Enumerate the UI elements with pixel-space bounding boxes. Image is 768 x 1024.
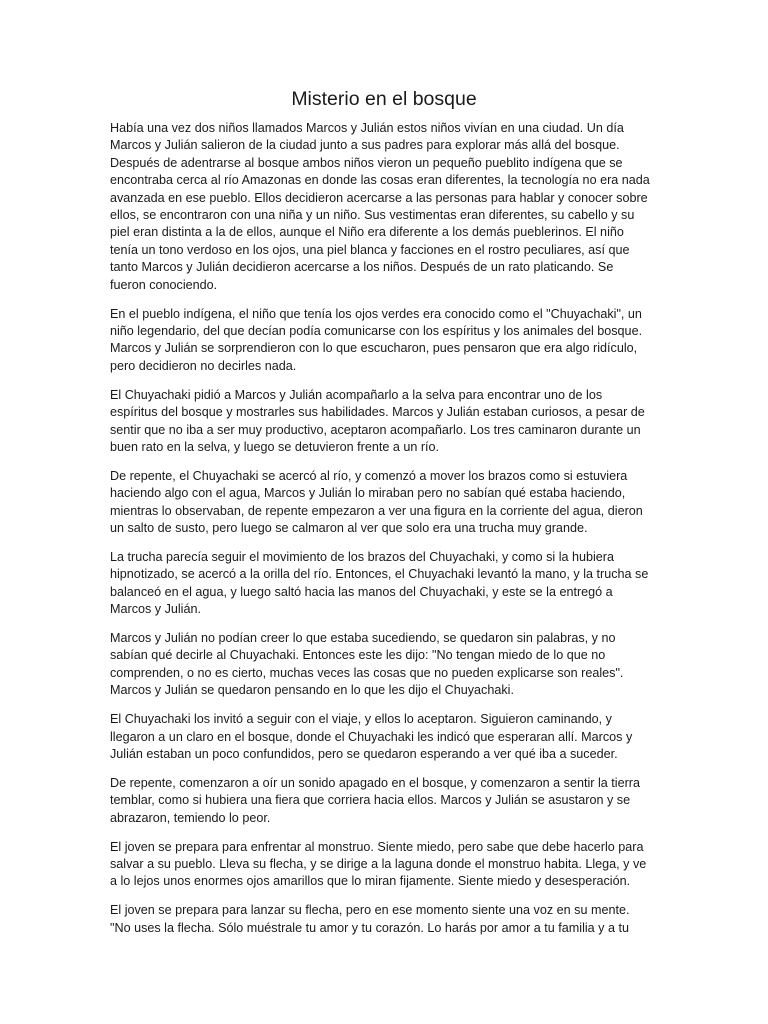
text-line: Julián estaban un poco confundidos, pero se quedaron esperando a ver qué iba a suceder. xyxy=(110,747,618,761)
text-line: El joven se prepara para lanzar su flecha, pero en ese momento siente una voz en su mente. xyxy=(110,903,630,918)
text-line: haciendo algo con el agua, Marcos y Julián lo miraban pero no sabían qué estaba haciendo, xyxy=(110,486,626,501)
text-line: "No uses la flecha. Sólo muéstrale tu amor y tu corazón. Lo harás por amor a tu familia y a tu xyxy=(110,920,629,935)
paragraph xyxy=(110,839,662,891)
text-line: sabían qué decirle al Chuyachaki. Entonces este les dijo: "No tengan miedo de lo que no xyxy=(110,648,606,663)
document-body xyxy=(110,120,662,949)
paragraph xyxy=(110,775,662,827)
paragraph xyxy=(110,120,662,294)
text-line: Marcos y Julián se sorprendieron con lo que escucharon, pues pensaron que era algo ridículo, xyxy=(110,341,638,356)
text-line: Marcos y Julián se quedaron pensando en lo que les dijo el Chuyachaki. xyxy=(110,683,514,698)
text-line: tanto Marcos y Julián decidieron acercarse a los niños. Después de un rato platicando. Se xyxy=(110,260,614,275)
text-line: salvar a su pueblo. Lleva su flecha, y se dirige a la laguna donde el monstruo habita. Llega, y ve xyxy=(110,857,647,872)
text-line: Marcos y Julián salieron de la ciudad junto a sus padres para explorar más allá del bosque. xyxy=(110,138,620,153)
text-line: El Chuyachaki pidió a Marcos y Julián acompañarlo a la selva para encontrar uno de los xyxy=(110,387,603,402)
text-line: Después de adentrarse al bosque ambos niños vieron un pequeño pueblito indígena que se xyxy=(110,155,623,170)
text-line: La trucha parecía seguir el movimiento de los brazos del Chuyachaki, y como si la hubiera xyxy=(110,549,615,564)
text-line: niño legendario, del que decían podía comunicarse con los espíritus y los animales del bosque. xyxy=(110,323,643,338)
text-line: Había una vez dos niños llamados Marcos y Julián estos niños vivían en una ciudad. Un día xyxy=(110,121,624,135)
text-line: temblar, como si hubiera una fiera que corriera hacia ellos. Marcos y Julián se asustaron y se xyxy=(110,793,631,808)
text-line: El Chuyachaki los invitó a seguir con el viaje, y ellos lo aceptaron. Siguieron caminando, y xyxy=(110,712,612,727)
text-line: un salto de susto, pero luego se calmaron al ver que solo era una trucha muy grande. xyxy=(110,521,588,536)
paragraph xyxy=(110,902,662,937)
paragraph xyxy=(110,711,662,763)
text-line: El joven se prepara para enfrentar al monstruo. Siente miedo, pero sabe que debe hacerlo para xyxy=(110,839,644,854)
text-line: sentir que no iba a ser muy productivo, aceptaron acompañarlo. Los tres caminaron durante un xyxy=(110,422,641,437)
paragraph xyxy=(110,306,662,376)
text-line: espíritus del bosque y mostrarles sus habilidades. Marcos y Julián estaban curiosos, a pesar de xyxy=(110,405,645,420)
text-line: En el pueblo indígena, el niño que tenía los ojos verdes era conocido como el "Chuyachaki", un xyxy=(110,306,642,321)
text-line: piel eran distinta a la de ellos, aunque el Niño era diferente a los demás pueblerinos. El niño xyxy=(110,225,624,240)
text-line: avanzada en ese pueblo. Ellos decidieron acercarse a las personas para hablar y conocer sobre xyxy=(110,190,648,205)
text-line: buen rato en la selva, y luego se detuvieron frente a un río. xyxy=(110,439,440,454)
text-line: Marcos y Julián. xyxy=(110,602,201,617)
paragraph xyxy=(110,630,662,700)
text-line: fueron conociendo. xyxy=(110,277,218,292)
text-line: balanceó en el agua, y luego saltó hacia las manos del Chuyachaki, y este se la entregó a xyxy=(110,584,613,599)
text-line: De repente, comenzaron a oír un sonido apagado en el bosque, y comenzaron a sentir la tierra xyxy=(110,775,640,790)
text-line: hipnotizado, se acercó a la orilla del río. Entonces, el Chuyachaki levantó la mano, y la trucha se xyxy=(110,567,649,582)
paragraph xyxy=(110,387,662,457)
text-line: mientras lo observaban, de repente empezaron a ver una figura en la corriente del agua, dieron xyxy=(110,503,643,518)
text-line: encontraba cerca al río Amazonas en donde las cosas eran diferentes, la tecnología no era nada xyxy=(110,173,650,188)
text-line: De repente, el Chuyachaki se acercó al río, y comenzó a mover los brazos como si estuviera xyxy=(110,468,628,483)
paragraph xyxy=(110,468,662,538)
text-line: comprenden, o no es cierto, muchas veces las cosas que no pueden explicarse son reales". xyxy=(110,665,624,680)
text-line: llegaron a un claro en el bosque, donde el Chuyachaki les indicó que esperaran allí. Marcos y xyxy=(110,729,633,744)
document-title: Misterio en el bosque xyxy=(291,88,477,110)
text-line: Marcos y Julián no podían creer lo que estaba sucediendo, se quedaron sin palabras, y no xyxy=(110,631,616,646)
text-line: abrazaron, temiendo lo peor. xyxy=(110,810,271,825)
text-line: ellos, se encontraron con una niña y un niño. Sus vestimentas eran diferentes, su cabello y su xyxy=(110,208,635,223)
text-line: a lo lejos unos enormes ojos amarillos que lo miran fijamente. Siente miedo y desesperación. xyxy=(110,874,631,889)
text-line: pero decidieron no decirles nada. xyxy=(110,358,297,373)
paragraph xyxy=(110,549,662,619)
text-line: tenía un tono verdoso en los ojos, una piel blanca y facciones en el rostro peculiares, así que xyxy=(110,242,630,257)
